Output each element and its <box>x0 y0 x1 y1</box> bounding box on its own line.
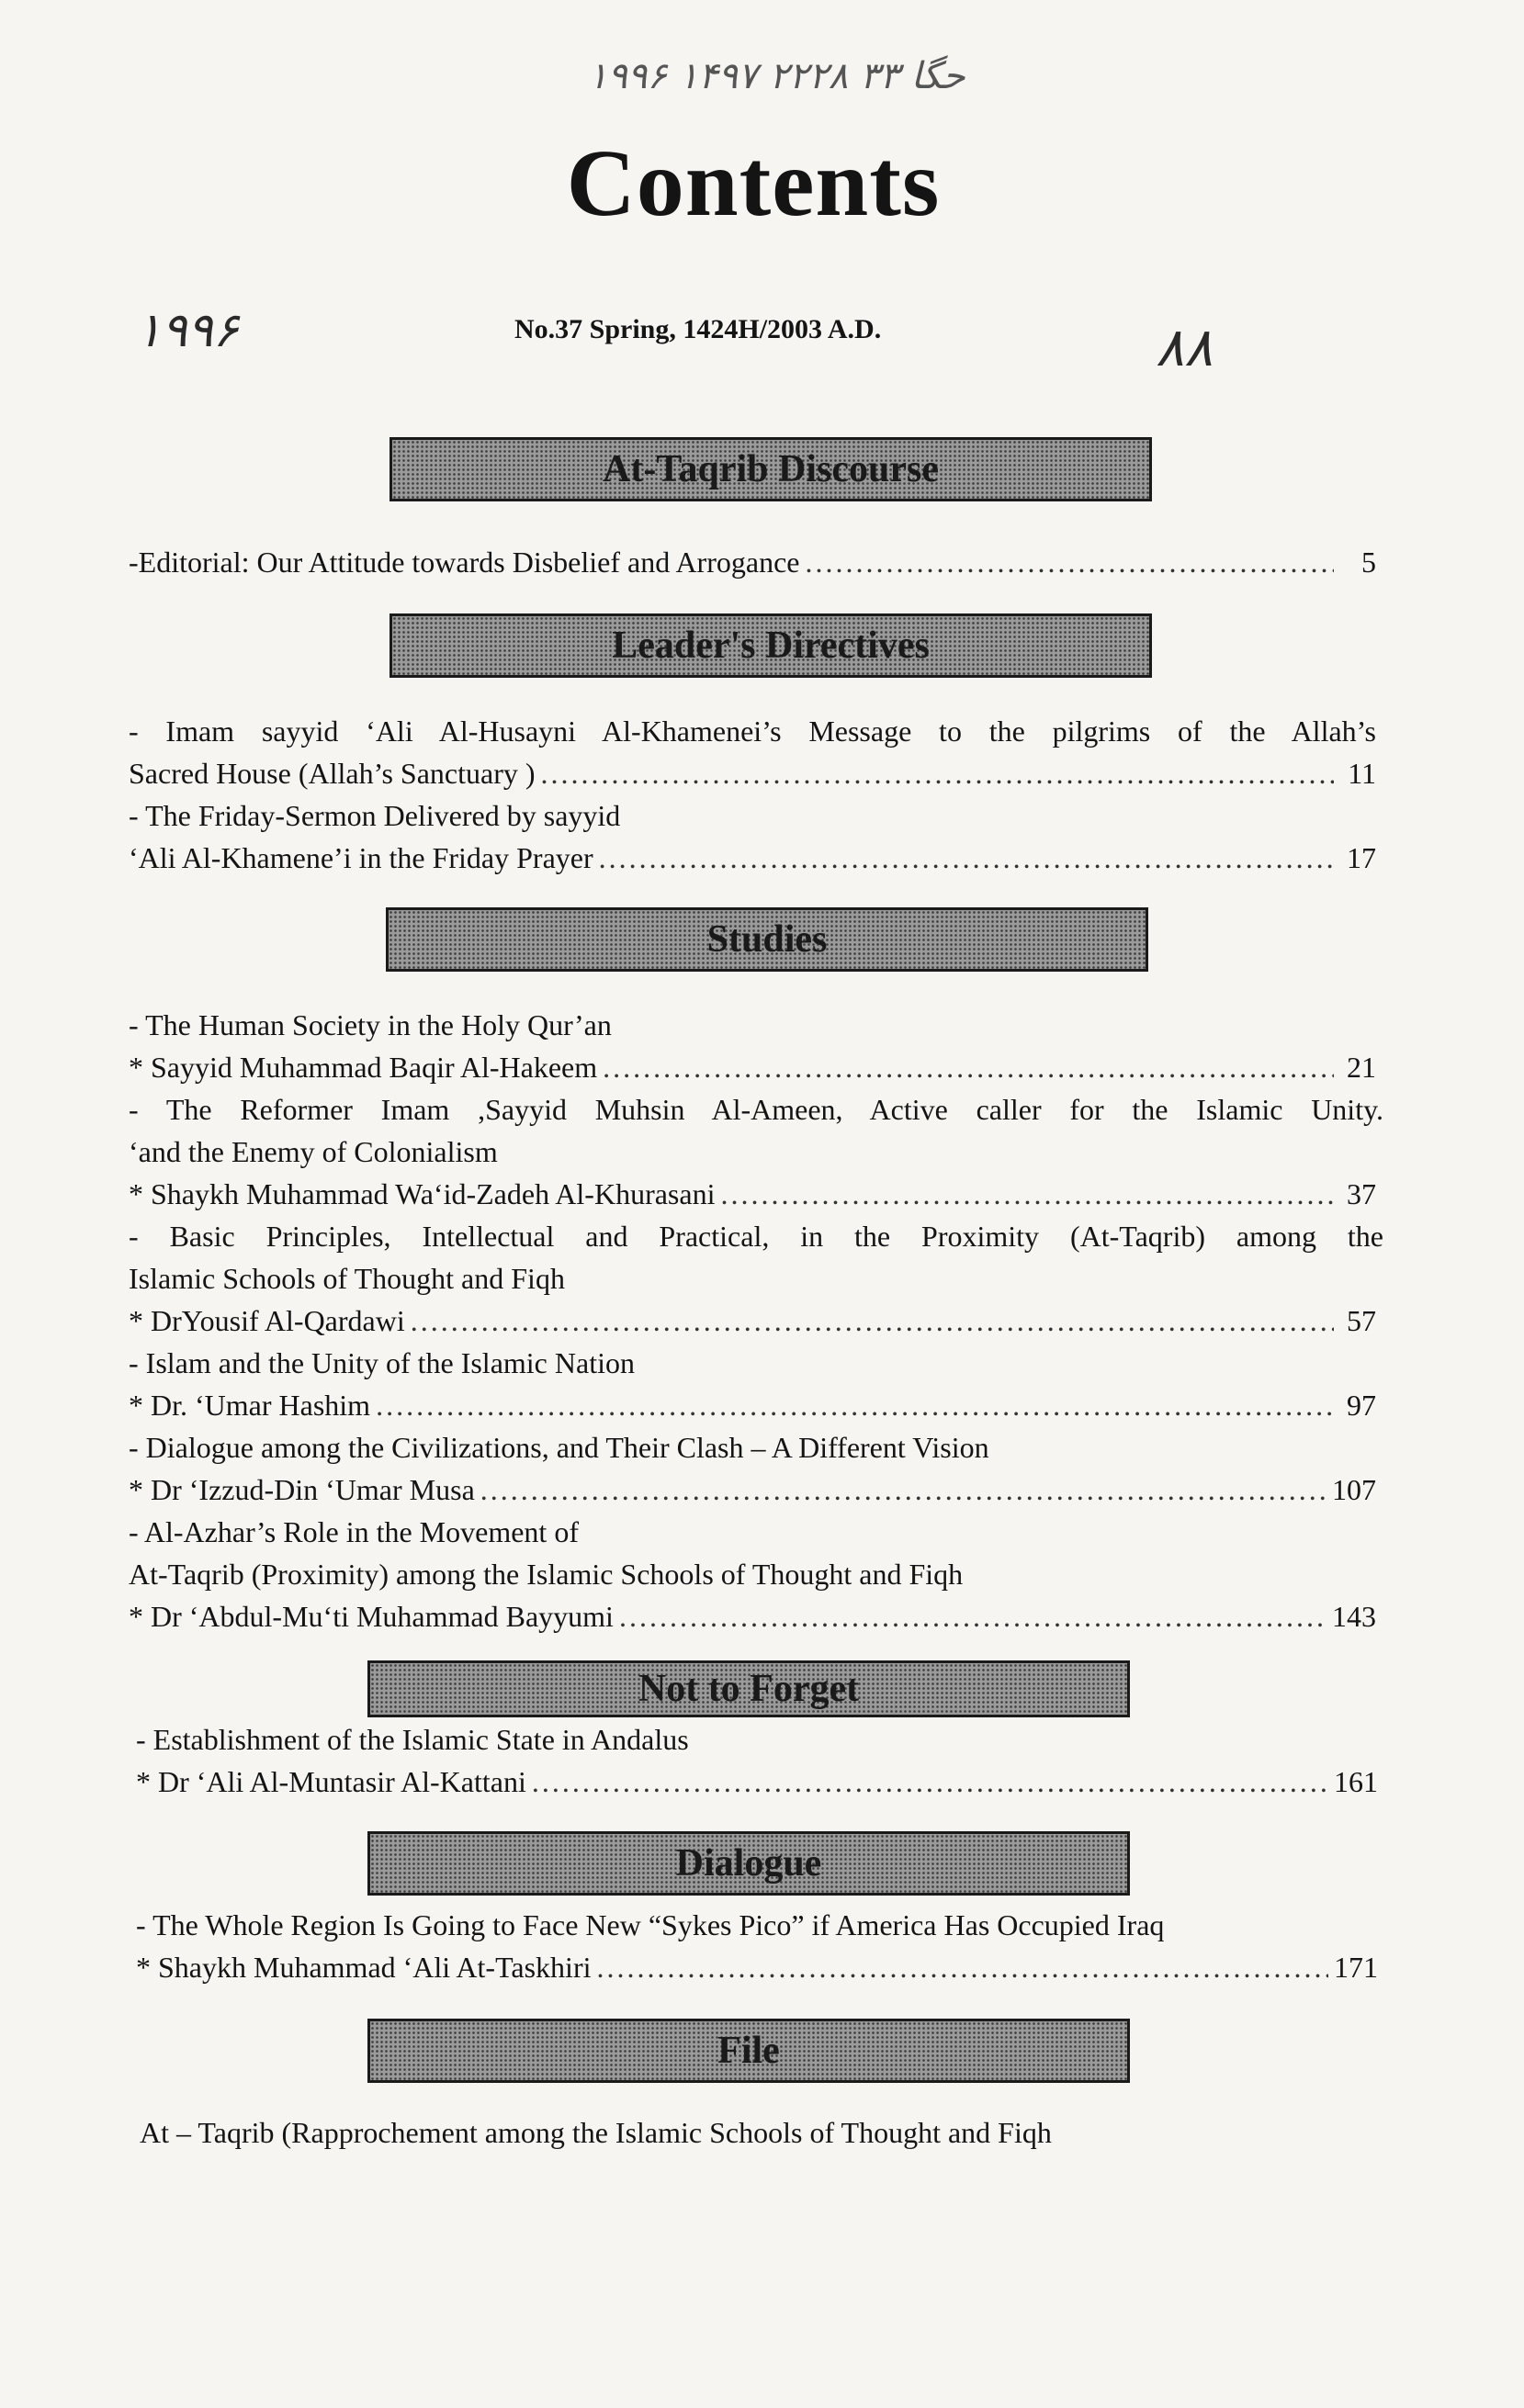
leader-dots <box>805 544 1334 580</box>
toc-page-number: 57 <box>1347 1304 1376 1337</box>
leader-dots <box>619 1598 1326 1635</box>
toc-line: - Islam and the Unity of the Islamic Nation <box>129 1346 635 1379</box>
toc-line: - Imam sayyid ‘Ali Al-Husayni Al-Khamenei’s Message to the pilgrims of the Allah’s <box>129 715 1376 748</box>
toc-line: - The Whole Region Is Going to Face New “Sykes Pico” if America Has Occupied Iraq <box>136 1908 1165 1941</box>
section-header-directives: Leader's Directives <box>389 613 1152 678</box>
toc-title: Sacred House (Allah’s Sanctuary ) <box>129 757 536 790</box>
toc-title: ‘Ali Al-Khamene’i in the Friday Prayer <box>129 841 593 874</box>
toc-page-number: 171 <box>1334 1951 1378 1984</box>
toc-entry-message[interactable] <box>129 755 1376 792</box>
toc-page-number: 17 <box>1347 841 1376 874</box>
toc-entry-editorial[interactable] <box>129 544 1376 580</box>
leader-dots <box>720 1176 1334 1212</box>
toc-entry-sykes[interactable] <box>136 1949 1378 1986</box>
section-header-not-to-forget: Not to Forget <box>367 1660 1130 1717</box>
toc-line: Islamic Schools of Thought and Fiqh <box>129 1262 565 1295</box>
handwritten-right-mark: ۸۸ <box>1156 316 1214 378</box>
leader-dots <box>480 1471 1326 1508</box>
toc-title: * Dr ‘Izzud-Din ‘Umar Musa <box>129 1473 475 1506</box>
toc-entry-society[interactable] <box>129 1049 1376 1086</box>
toc-line: ‘and the Enemy of Colonialism <box>129 1135 498 1168</box>
issue-line: No.37 Spring, 1424H/2003 A.D. <box>514 314 882 344</box>
page-title: Contents <box>566 130 941 236</box>
leader-dots <box>376 1387 1334 1423</box>
toc-title: * Sayyid Muhammad Baqir Al-Hakeem <box>129 1051 598 1084</box>
toc-page-number: 97 <box>1347 1389 1376 1422</box>
toc-page-number: 5 <box>1361 546 1376 579</box>
leader-dots <box>596 1949 1328 1986</box>
toc-page-number: 143 <box>1332 1600 1376 1633</box>
toc-page-number: 37 <box>1347 1177 1376 1210</box>
toc-line: - The Friday-Sermon Delivered by sayyid <box>129 799 621 832</box>
leader-dots <box>603 1049 1334 1086</box>
section-header-discourse: At-Taqrib Discourse <box>389 437 1152 501</box>
toc-line: - The Reformer Imam ,Sayyid Muhsin Al-Ameen, Active caller for the Islamic Unity. <box>129 1093 1383 1126</box>
toc-line: - The Human Society in the Holy Qur’an <box>129 1008 612 1041</box>
toc-entry-andalus[interactable] <box>136 1763 1378 1800</box>
toc-page-number: 161 <box>1334 1765 1378 1798</box>
toc-page-number: 11 <box>1348 757 1376 790</box>
handwritten-left-number: ۱۹۹۶ <box>136 303 239 358</box>
toc-entry-reformer[interactable] <box>129 1176 1376 1212</box>
handwritten-top-notes: ﺣﮕﺎ ۳۳ ۲۲۲۸ ۱۴۹۷ ۱۹۹۶ <box>588 55 965 97</box>
section-header-file: File <box>367 2019 1130 2083</box>
toc-title: -Editorial: Our Attitude towards Disbelief and Arrogance <box>129 546 800 579</box>
toc-page-number: 107 <box>1332 1473 1376 1506</box>
toc-title: * Shaykh Muhammad Wa‘id-Zadeh Al-Khurasani <box>129 1177 716 1210</box>
toc-entry-civilizations[interactable] <box>129 1471 1376 1508</box>
toc-title: * DrYousif Al-Qardawi <box>129 1304 405 1337</box>
toc-title: * Dr. ‘Umar Hashim <box>129 1389 371 1422</box>
leader-dots <box>541 755 1334 792</box>
toc-page-number: 21 <box>1347 1051 1376 1084</box>
toc-entry-unity[interactable] <box>129 1387 1376 1423</box>
leader-dots <box>411 1302 1334 1339</box>
toc-entry-principles[interactable] <box>129 1302 1376 1339</box>
toc-line: At-Taqrib (Proximity) among the Islamic Schools of Thought and Fiqh <box>129 1558 964 1591</box>
toc-line: - Dialogue among the Civilizations, and Their Clash – A Different Vision <box>129 1431 989 1464</box>
toc-title: * Shaykh Muhammad ‘Ali At-Taskhiri <box>136 1951 592 1984</box>
toc-title: * Dr ‘Ali Al-Muntasir Al-Kattani <box>136 1765 526 1798</box>
toc-line: - Basic Principles, Intellectual and Practical, in the Proximity (At-Taqrib) among the <box>129 1220 1383 1253</box>
leader-dots <box>532 1763 1328 1800</box>
toc-line: - Al-Azhar’s Role in the Movement of <box>129 1515 579 1548</box>
toc-line: - Establishment of the Islamic State in Andalus <box>136 1723 689 1756</box>
leader-dots <box>599 839 1334 876</box>
toc-title: * Dr ‘Abdul-Mu‘ti Muhammad Bayyumi <box>129 1600 614 1633</box>
toc-entry-azhar[interactable] <box>129 1598 1376 1635</box>
toc-entry-sermon[interactable] <box>129 839 1376 876</box>
section-header-dialogue: Dialogue <box>367 1831 1130 1896</box>
toc-entry-file[interactable]: At – Taqrib (Rapprochement among the Islamic Schools of Thought and Fiqh <box>140 2116 1052 2149</box>
section-header-studies: Studies <box>386 907 1148 972</box>
